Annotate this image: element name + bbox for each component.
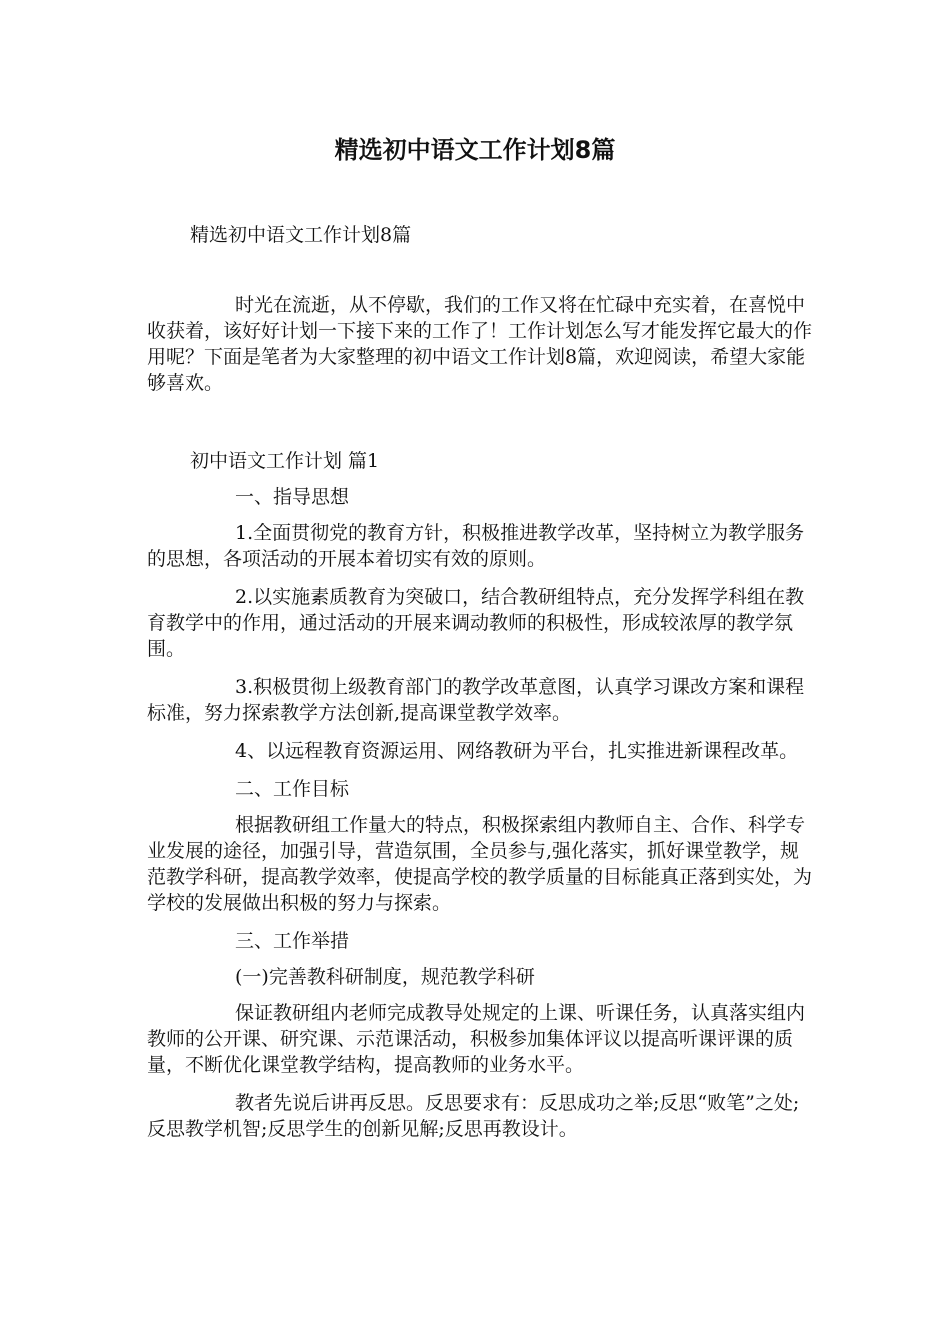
- document-subtitle: 精选初中语文工作计划8篇: [190, 224, 412, 246]
- paragraph-measures: 保证教研组内老师完成教导处规定的上课、听课任务，认真落实组内教师的公开课、研究课、示范课活动，积极参加集体评议以提高听课评课的质量，不断优化课堂教学结构，提高教师的业务水平。: [147, 1002, 806, 1076]
- intro-block: [147, 292, 815, 396]
- heading-work-goals: 二、工作目标: [235, 778, 350, 800]
- paragraph-item-3: 3.积极贯彻上级教育部门的教学改革意图，认真学习课改方案和课程标准，努力探索教学方法创新,提高课堂教学效率。: [147, 676, 805, 724]
- paragraph-item-4: 4、以远程教育资源运用、网络教研为平台，扎实推进新课程改革。: [235, 740, 799, 762]
- subheading-teaching-research: (一)完善教科研制度，规范教学科研: [235, 966, 535, 988]
- paragraph-item-2: 2.以实施素质教育为突破口，结合教研组特点，充分发挥学科组在教育教学中的作用，通过活动的开展来调动教师的积极性，形成较浓厚的教学氛围。: [147, 586, 805, 660]
- intro-paragraph: 时光在流逝，从不停歇，我们的工作又将在忙碌中充实着，在喜悦中收获着，该好好计划一下接下来的工作了！工作计划怎么写才能发挥它最大的作用呢？下面是笔者为大家整理的初中语文工作计划8篇，欢迎阅读，希望大家能够喜欢。: [147, 294, 813, 394]
- heading-guiding-ideology: 一、指导思想: [235, 486, 350, 508]
- paragraph-goals: 根据教研组工作量大的特点，积极探索组内教师自主、合作、科学专业发展的途径，加强引导，营造氛围，全员参与,强化落实，抓好课堂教学，规范教学科研，提高教学效率，使提高学校的教学质量的目标能真正落到实处，为学校的发展做出积极的努力与探索。: [147, 814, 813, 914]
- paragraph-reflection: 教者先说后讲再反思。反思要求有：反思成功之举;反思“败笔”之处;反思教学机智;反思学生的创新见解;反思再教设计。: [147, 1092, 800, 1140]
- paragraph-item-1: 1.全面贯彻党的教育方针，积极推进教学改革，坚持树立为教学服务的思想，各项活动的开展本着切实有效的原则。: [147, 522, 805, 570]
- plan-section-1: [147, 448, 815, 1142]
- heading-work-measures: 三、工作举措: [235, 930, 350, 952]
- section-title: 初中语文工作计划 篇1: [190, 450, 380, 472]
- document-title: 精选初中语文工作计划8篇: [334, 136, 616, 164]
